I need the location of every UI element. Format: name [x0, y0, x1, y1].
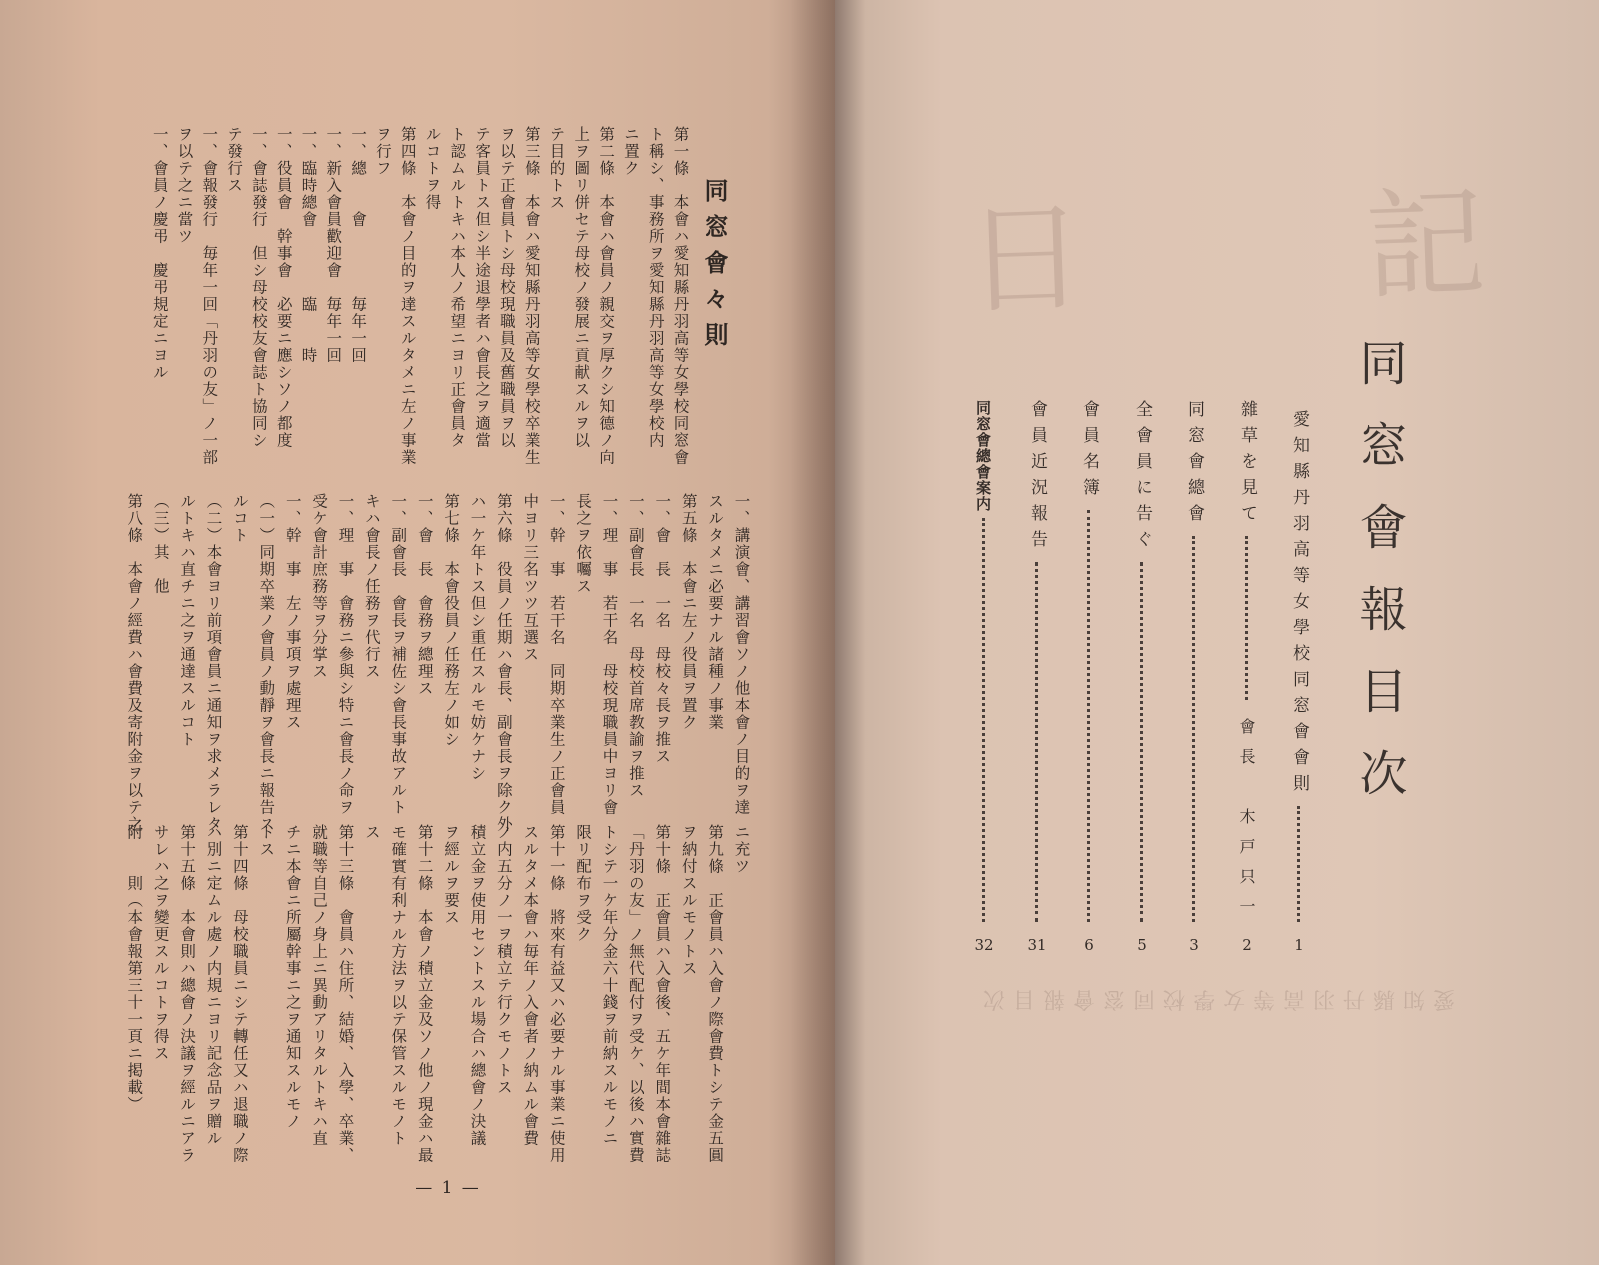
ghost-show-through-text: 愛知縣丹羽高等女學校同窓會報目次 — [975, 986, 1456, 1011]
rule-line: 一、總 會 毎年一回 — [349, 126, 368, 364]
rule-line: ハ別ニ定ムル處ノ内規ニヨリ記念品ヲ贈ル — [204, 824, 223, 1147]
rule-line: キハ會長ノ任務ヲ代行ス — [362, 493, 381, 680]
toc-leader-dots — [1245, 536, 1248, 700]
rule-line: 中ヨリ三名ツツ互選ス — [521, 493, 540, 663]
rule-line: 一、役員會 幹事會 必要ニ應シソノ都度 — [274, 126, 293, 449]
rule-line: サレハ之ヲ變更スルコトヲ得ス — [151, 824, 170, 1062]
page-number: — 1 — — [415, 1178, 481, 1198]
toc-entry-title: 會員名簿 — [1079, 400, 1099, 504]
rule-line: テ發行ス — [225, 126, 244, 194]
rule-line: （三）其 他 — [151, 493, 170, 595]
ghost-show-through-mark: 日 記 — [963, 171, 1568, 332]
rule-line: テ客員トス但シ半途退學者ハ會長之ヲ適當 — [473, 126, 492, 449]
rule-line: スルタメニ必要ナル諸種ノ事業 — [706, 493, 725, 731]
rule-line: 一、理 事 若干名 母校現職員中ヨリ會 — [600, 493, 619, 816]
toc-entry-title: 全會員に告ぐ — [1132, 400, 1152, 556]
rule-line: 長之ヲ依囑ス — [574, 493, 593, 595]
rule-line: 第八條 本會ノ經費ハ會費及寄附金ヲ以テ之 — [125, 493, 144, 833]
rule-line: スルタメ本會ハ毎年ノ入會者ノ納ムル會費 — [521, 824, 540, 1147]
rule-line: ト稱シ、事務所ヲ愛知縣丹羽高等女學校内 — [646, 126, 665, 449]
toc-leader-dots — [982, 518, 985, 922]
rule-line: 第十三條 會員ハ住所、結婚、入學、卒業、 — [336, 824, 355, 1164]
rule-line: 第七條 本會役員ノ任務左ノ如シ — [442, 493, 461, 748]
rule-line: ヲ納付スルモノトス — [679, 824, 698, 977]
rule-line: ニ置ク — [621, 126, 640, 177]
toc-page-number: 3 — [1189, 936, 1199, 954]
rule-line: 第四條 本會ノ目的ヲ達スルタメニ左ノ事業 — [398, 126, 417, 466]
rule-line: モ確實有利ナル方法ヲ以テ保管スルモノト — [389, 824, 408, 1147]
rule-line: 第十四條 母校職員ニシテ轉任又ハ退職ノ際 — [230, 824, 249, 1164]
toc-entry-title: 雜草を見て — [1237, 400, 1257, 530]
rule-line: ヲ以テ正會員トシ母校現職員及舊職員ヲ以 — [497, 126, 516, 449]
rule-line: ニ充ツ — [732, 824, 751, 875]
rule-line: 一、講演會、講習會ソノ他本會ノ目的ヲ達 — [732, 493, 751, 816]
rule-line: （一）同期卒業ノ會員ノ動靜ヲ會長ニ報告ス — [257, 493, 276, 833]
rule-line: 第三條 本會ハ愛知縣丹羽高等女學校卒業生 — [522, 126, 541, 466]
rule-line: 第九條 正會員ハ入會ノ際會費トシテ金五圓 — [706, 824, 725, 1164]
toc-entry-title: 同窓會總會 — [1184, 400, 1204, 530]
rule-line: テ目的トス — [547, 126, 566, 211]
rule-line: 一、會 長 會務ヲ總理ス — [415, 493, 434, 697]
rule-line: 一、副會長 一名 母校首席教諭ヲ推ス — [626, 493, 645, 799]
rules-title: 同窓會々則 — [700, 178, 729, 358]
rule-line: チニ本會ニ所屬幹事ニ之ヲ通知スルモノ — [283, 824, 302, 1130]
rule-line: 一、幹 事 若干名 同期卒業生ノ正會員 — [547, 493, 566, 816]
rule-line: ルトキハ直チニ之ヲ通達スルコト — [178, 493, 197, 748]
rule-line: 一、副會長 會長ヲ補佐シ會長事故アルト — [389, 493, 408, 816]
rule-line: ハ一ケ年トス但シ重任スルモ妨ケナシ — [468, 493, 487, 782]
rule-line: 上ヲ圖リ併セテ母校ノ發展ニ貢献スルヲ以 — [572, 126, 591, 449]
rule-line: 第一條 本會ハ愛知縣丹羽高等女學校同窓會 — [671, 126, 690, 466]
rule-line: 第二條 本會ハ會員ノ親交ヲ厚クシ知德ノ向 — [597, 126, 616, 466]
right-page — [835, 0, 1599, 1265]
toc-leader-dots — [1297, 806, 1300, 922]
toc-page-number: 5 — [1137, 936, 1147, 954]
toc-page-number: 1 — [1294, 936, 1304, 954]
toc-page-number: 2 — [1242, 936, 1252, 954]
rule-line: 一、理 事 會務ニ參與シ特ニ會長ノ命ヲ — [336, 493, 355, 816]
rule-line: ノ内五分ノ一ヲ積立テ行クモノトス — [494, 824, 513, 1096]
rule-line: 一、新入會員歡迎會 毎年一回 — [324, 126, 343, 364]
rule-line: トシテ一ケ年分金六十錢ヲ前納スルモノニ — [600, 824, 619, 1147]
rule-line: 積立金ヲ使用セントスル場合ハ總會ノ決議 — [468, 824, 487, 1147]
toc-leader-dots — [1140, 562, 1143, 922]
toc-leader-dots — [1192, 536, 1195, 922]
rule-line: ス — [362, 824, 381, 841]
toc-page-number: 32 — [974, 936, 994, 954]
rule-line: 附 則（本會報第三十一頁ニ掲載） — [125, 824, 144, 1113]
rule-line: （二）本會ヨリ前項會員ニ通知ヲ求メラレタ — [204, 493, 223, 833]
rule-line: ルコトヲ得 — [423, 126, 442, 211]
rule-line: 第十五條 本會則ハ總會ノ決議ヲ經ルニアラ — [178, 824, 197, 1164]
rule-line: 「丹羽の友」ノ無代配付ヲ受ケ、以後ハ實費 — [626, 824, 645, 1164]
toc-entry-title: 愛知縣丹羽高等女學校同窓會會則 — [1289, 410, 1309, 800]
toc-leader-dots — [1087, 510, 1090, 922]
rule-line: 一、會誌發行 但シ母校校友會誌ト協同シ — [249, 126, 268, 449]
toc-entry-title: 會員近況報告 — [1027, 400, 1047, 556]
toc-entry-title: 同窓會總會案内 — [974, 400, 992, 512]
rule-line: ヲ行フ — [373, 126, 392, 177]
toc-leader-dots — [1035, 562, 1038, 922]
rule-line: 限リ配布ヲ受ク — [574, 824, 593, 943]
rule-line: 就職等自己ノ身上ニ異動アリタルトキハ直 — [310, 824, 329, 1147]
rule-line: ヲ以テ之ニ當ツ — [175, 126, 194, 245]
rule-line: ト認ムルトキハ本人ノ希望ニヨリ正會員タ — [448, 126, 467, 449]
rule-line: 一、會 長 一名 母校々長ヲ推ス — [653, 493, 672, 765]
rule-line: 一、臨時總會 臨 時 — [299, 126, 318, 364]
rule-line: トス — [257, 824, 276, 858]
rule-line: 第十二條 本會ノ積立金及ソノ他ノ現金ハ最 — [415, 824, 434, 1164]
rule-line: 一、幹 事 左ノ事項ヲ處理ス — [283, 493, 302, 731]
rule-line: ルコト — [230, 493, 249, 544]
rule-line: ヲ經ルヲ要ス — [442, 824, 461, 926]
rule-line: 一、會員ノ慶弔 慶弔規定ニヨル — [150, 126, 169, 381]
rule-line: 第十條 正會員ハ入會後、五ケ年間本會雜誌 — [653, 824, 672, 1164]
toc-page-number: 31 — [1027, 936, 1047, 954]
rule-line: 受ケ會計庶務等ヲ分掌ス — [310, 493, 329, 680]
toc-title: 同窓會報目次 — [1351, 338, 1407, 830]
rule-line: 第六條 役員ノ任期ハ會長、副會長ヲ除ク外 — [494, 493, 513, 833]
rule-line: 一、會報發行 毎年一回「丹羽の友」ノ一部 — [200, 126, 219, 466]
toc-entry-author: 會長 木戸只一 — [1237, 718, 1256, 928]
rule-line: 第十一條 將來有益又ハ必要ナル事業ニ使用 — [547, 824, 566, 1164]
rule-line: 第五條 本會ニ左ノ役員ヲ置ク — [679, 493, 698, 731]
toc-page-number: 6 — [1084, 936, 1094, 954]
